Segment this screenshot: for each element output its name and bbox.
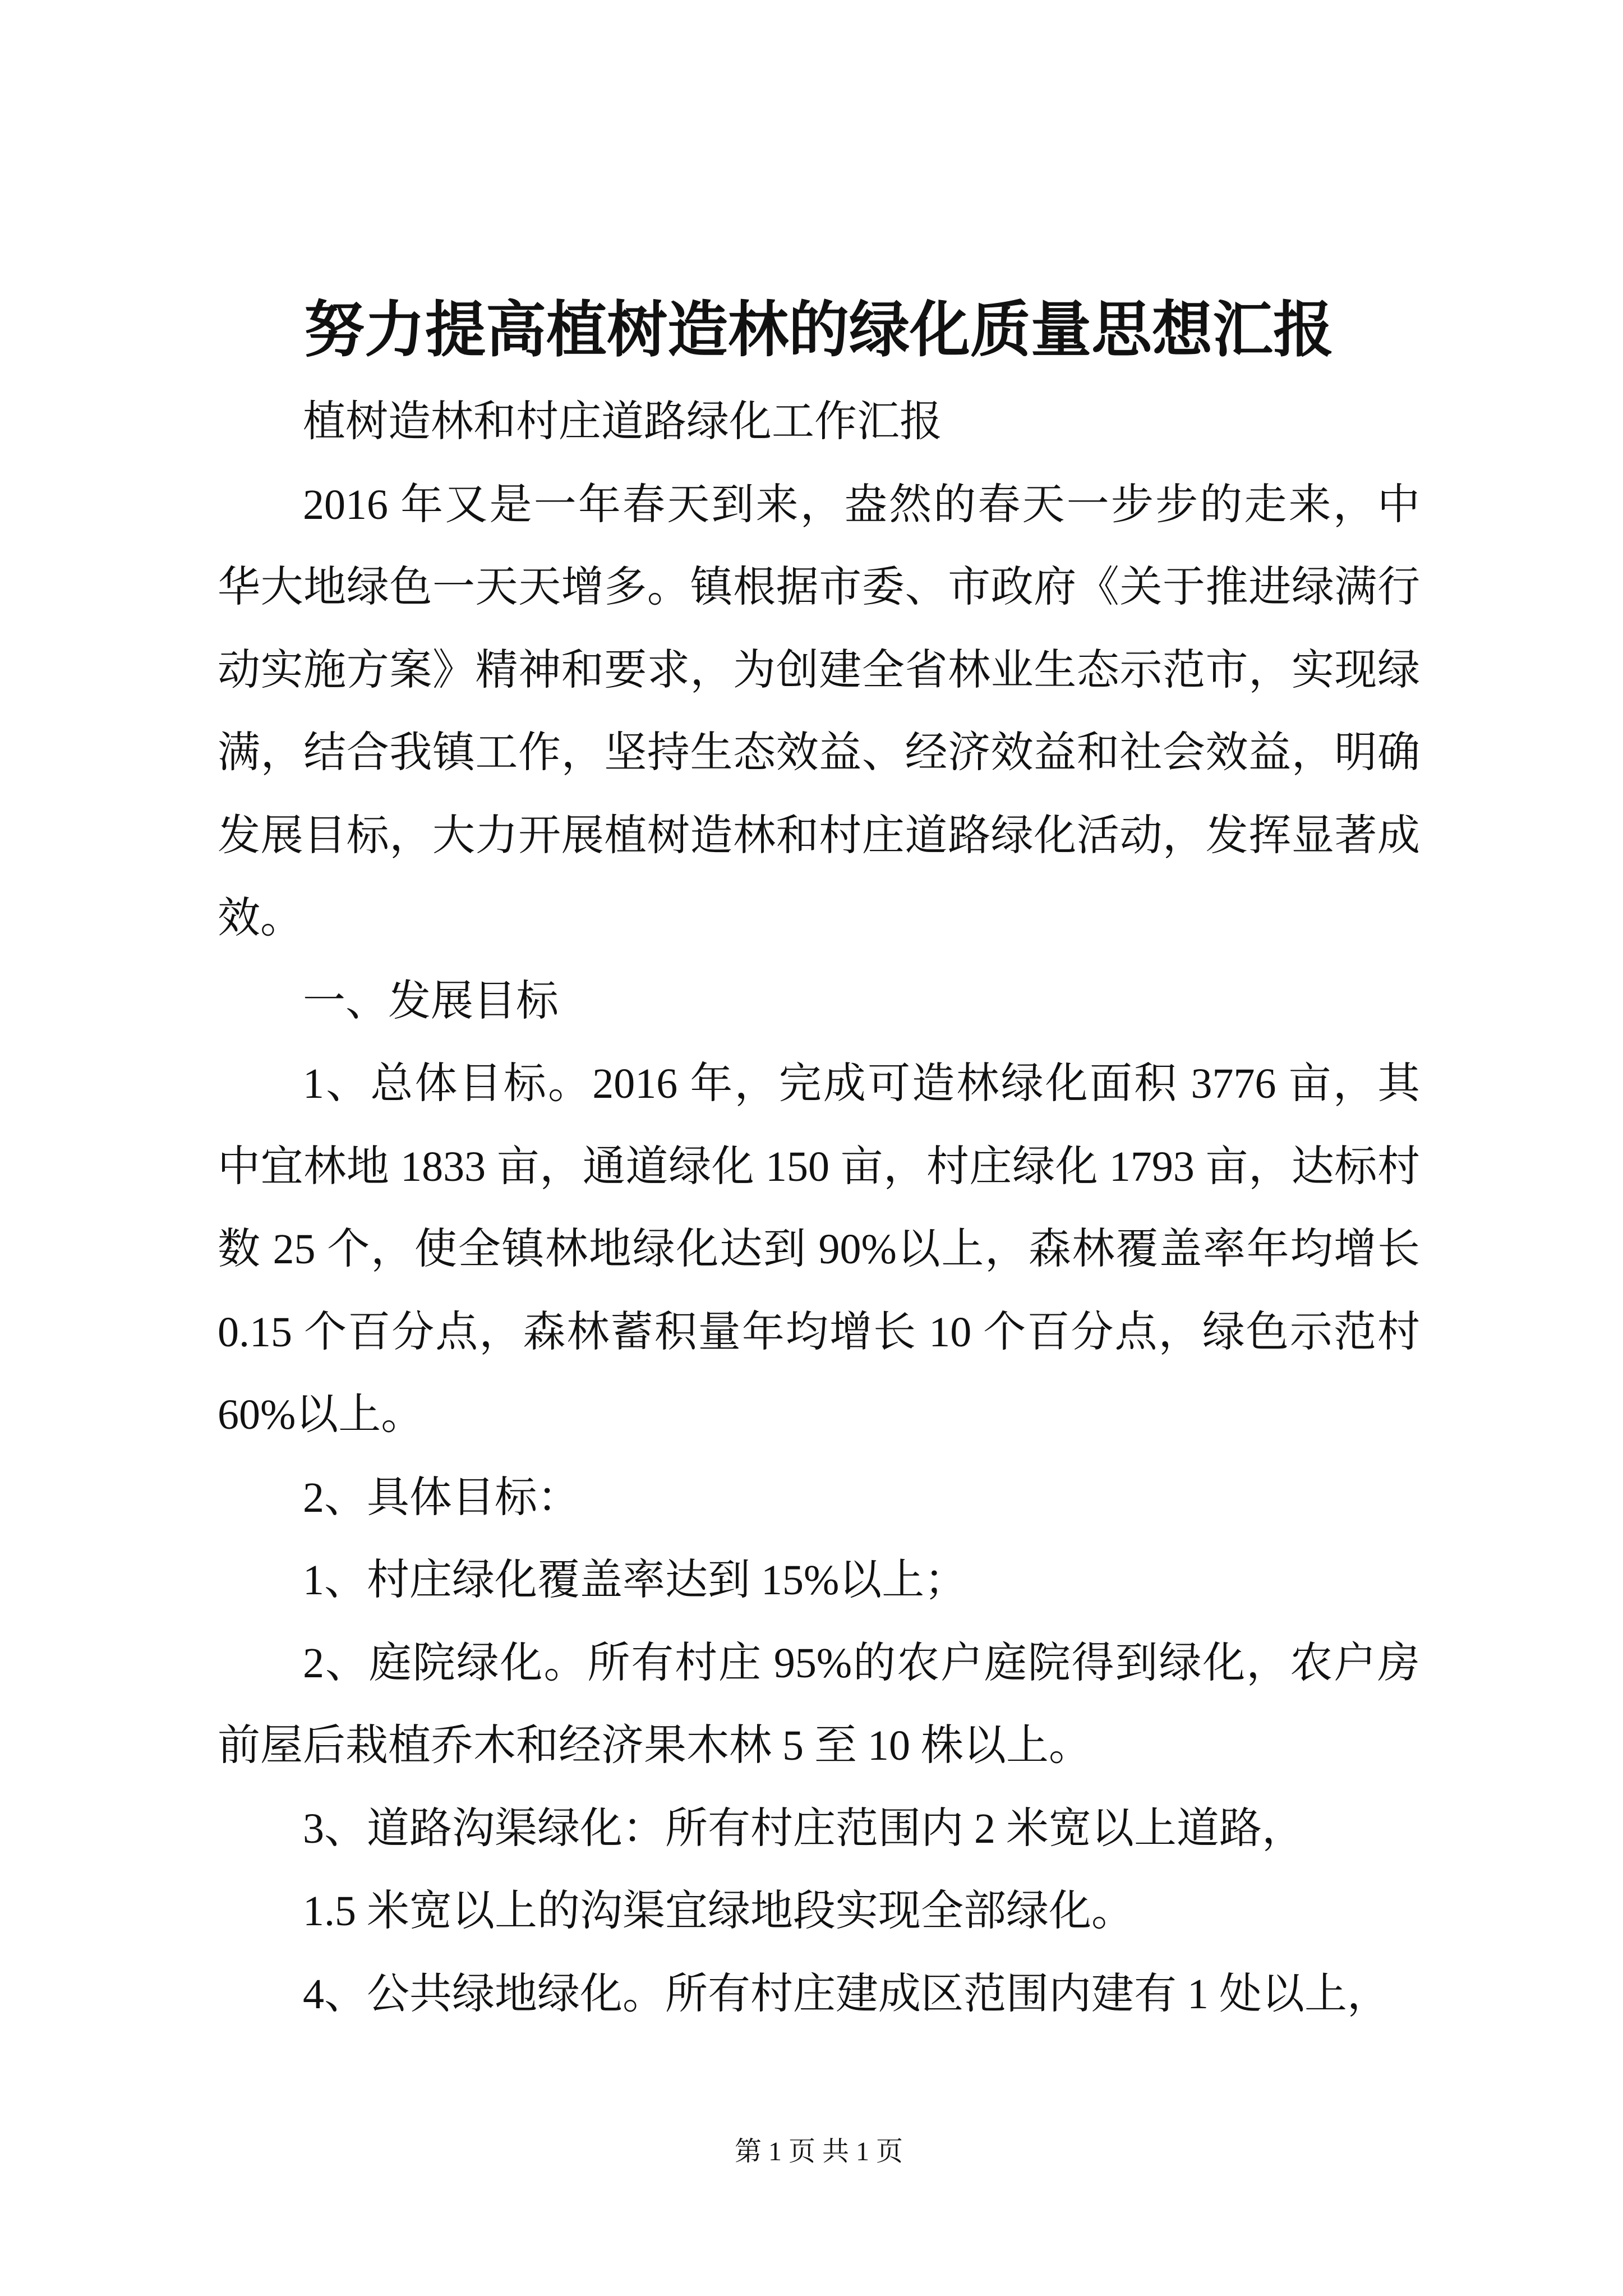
subtitle-line: 植树造林和村庄道路绿化工作汇报	[303, 398, 942, 445]
text-line: 华大地绿色一天天增多。镇根据市委、市政府《关于推进绿满行	[218, 564, 1420, 611]
text-line: 中宜林地 1833 亩，通道绿化 150 亩，村庄绿化 1793 亩，达标村	[218, 1143, 1420, 1190]
text-line: 满，结合我镇工作，坚持生态效益、经济效益和社会效益，明确	[218, 729, 1420, 776]
text-line: 1.5 米宽以上的沟渠宜绿地段实现全部绿化。	[303, 1888, 1134, 1935]
text-line: 动实施方案》精神和要求，为创建全省林业生态示范市，实现绿	[218, 646, 1420, 694]
text-line: 数 25 个，使全镇林地绿化达到 90%以上，森林覆盖率年均增长	[218, 1226, 1420, 1273]
text-line: 2016 年又是一年春天到来，盎然的春天一步步的走来，中	[303, 481, 1420, 528]
text-line: 效。	[218, 895, 303, 942]
document-body	[218, 381, 1420, 2036]
text-line: 1、总体目标。2016 年，完成可造林绿化面积 3776 亩，其	[303, 1060, 1420, 1107]
page-footer: 第 1 页 共 1 页	[734, 2137, 903, 2166]
text-line: 3、道路沟渠绿化：所有村庄范围内 2 米宽以上道路，	[303, 1805, 1304, 1852]
text-line: 2、具体目标：	[303, 1474, 580, 1521]
section-heading: 一、发展目标	[303, 977, 559, 1025]
text-line: 0.15 个百分点，森林蓄积量年均增长 10 个百分点，绿色示范村	[218, 1308, 1420, 1356]
text-line: 前屋后栽植乔木和经济果木林 5 至 10 株以上。	[218, 1722, 1091, 1769]
text-line: 发展目标，大力开展植树造林和村庄道路绿化活动，发挥显著成	[218, 812, 1420, 859]
text-line: 60%以上。	[218, 1391, 424, 1438]
document-title: 努力提高植树造林的绿化质量思想汇报	[303, 297, 1334, 364]
text-line: 1、村庄绿化覆盖率达到 15%以上；	[303, 1557, 967, 1604]
text-line: 2、庭院绿化。所有村庄 95%的农户庭院得到绿化，农户房	[303, 1639, 1420, 1687]
text-line: 4、公共绿地绿化。所有村庄建成区范围内建有 1 处以上，	[303, 1970, 1390, 2018]
